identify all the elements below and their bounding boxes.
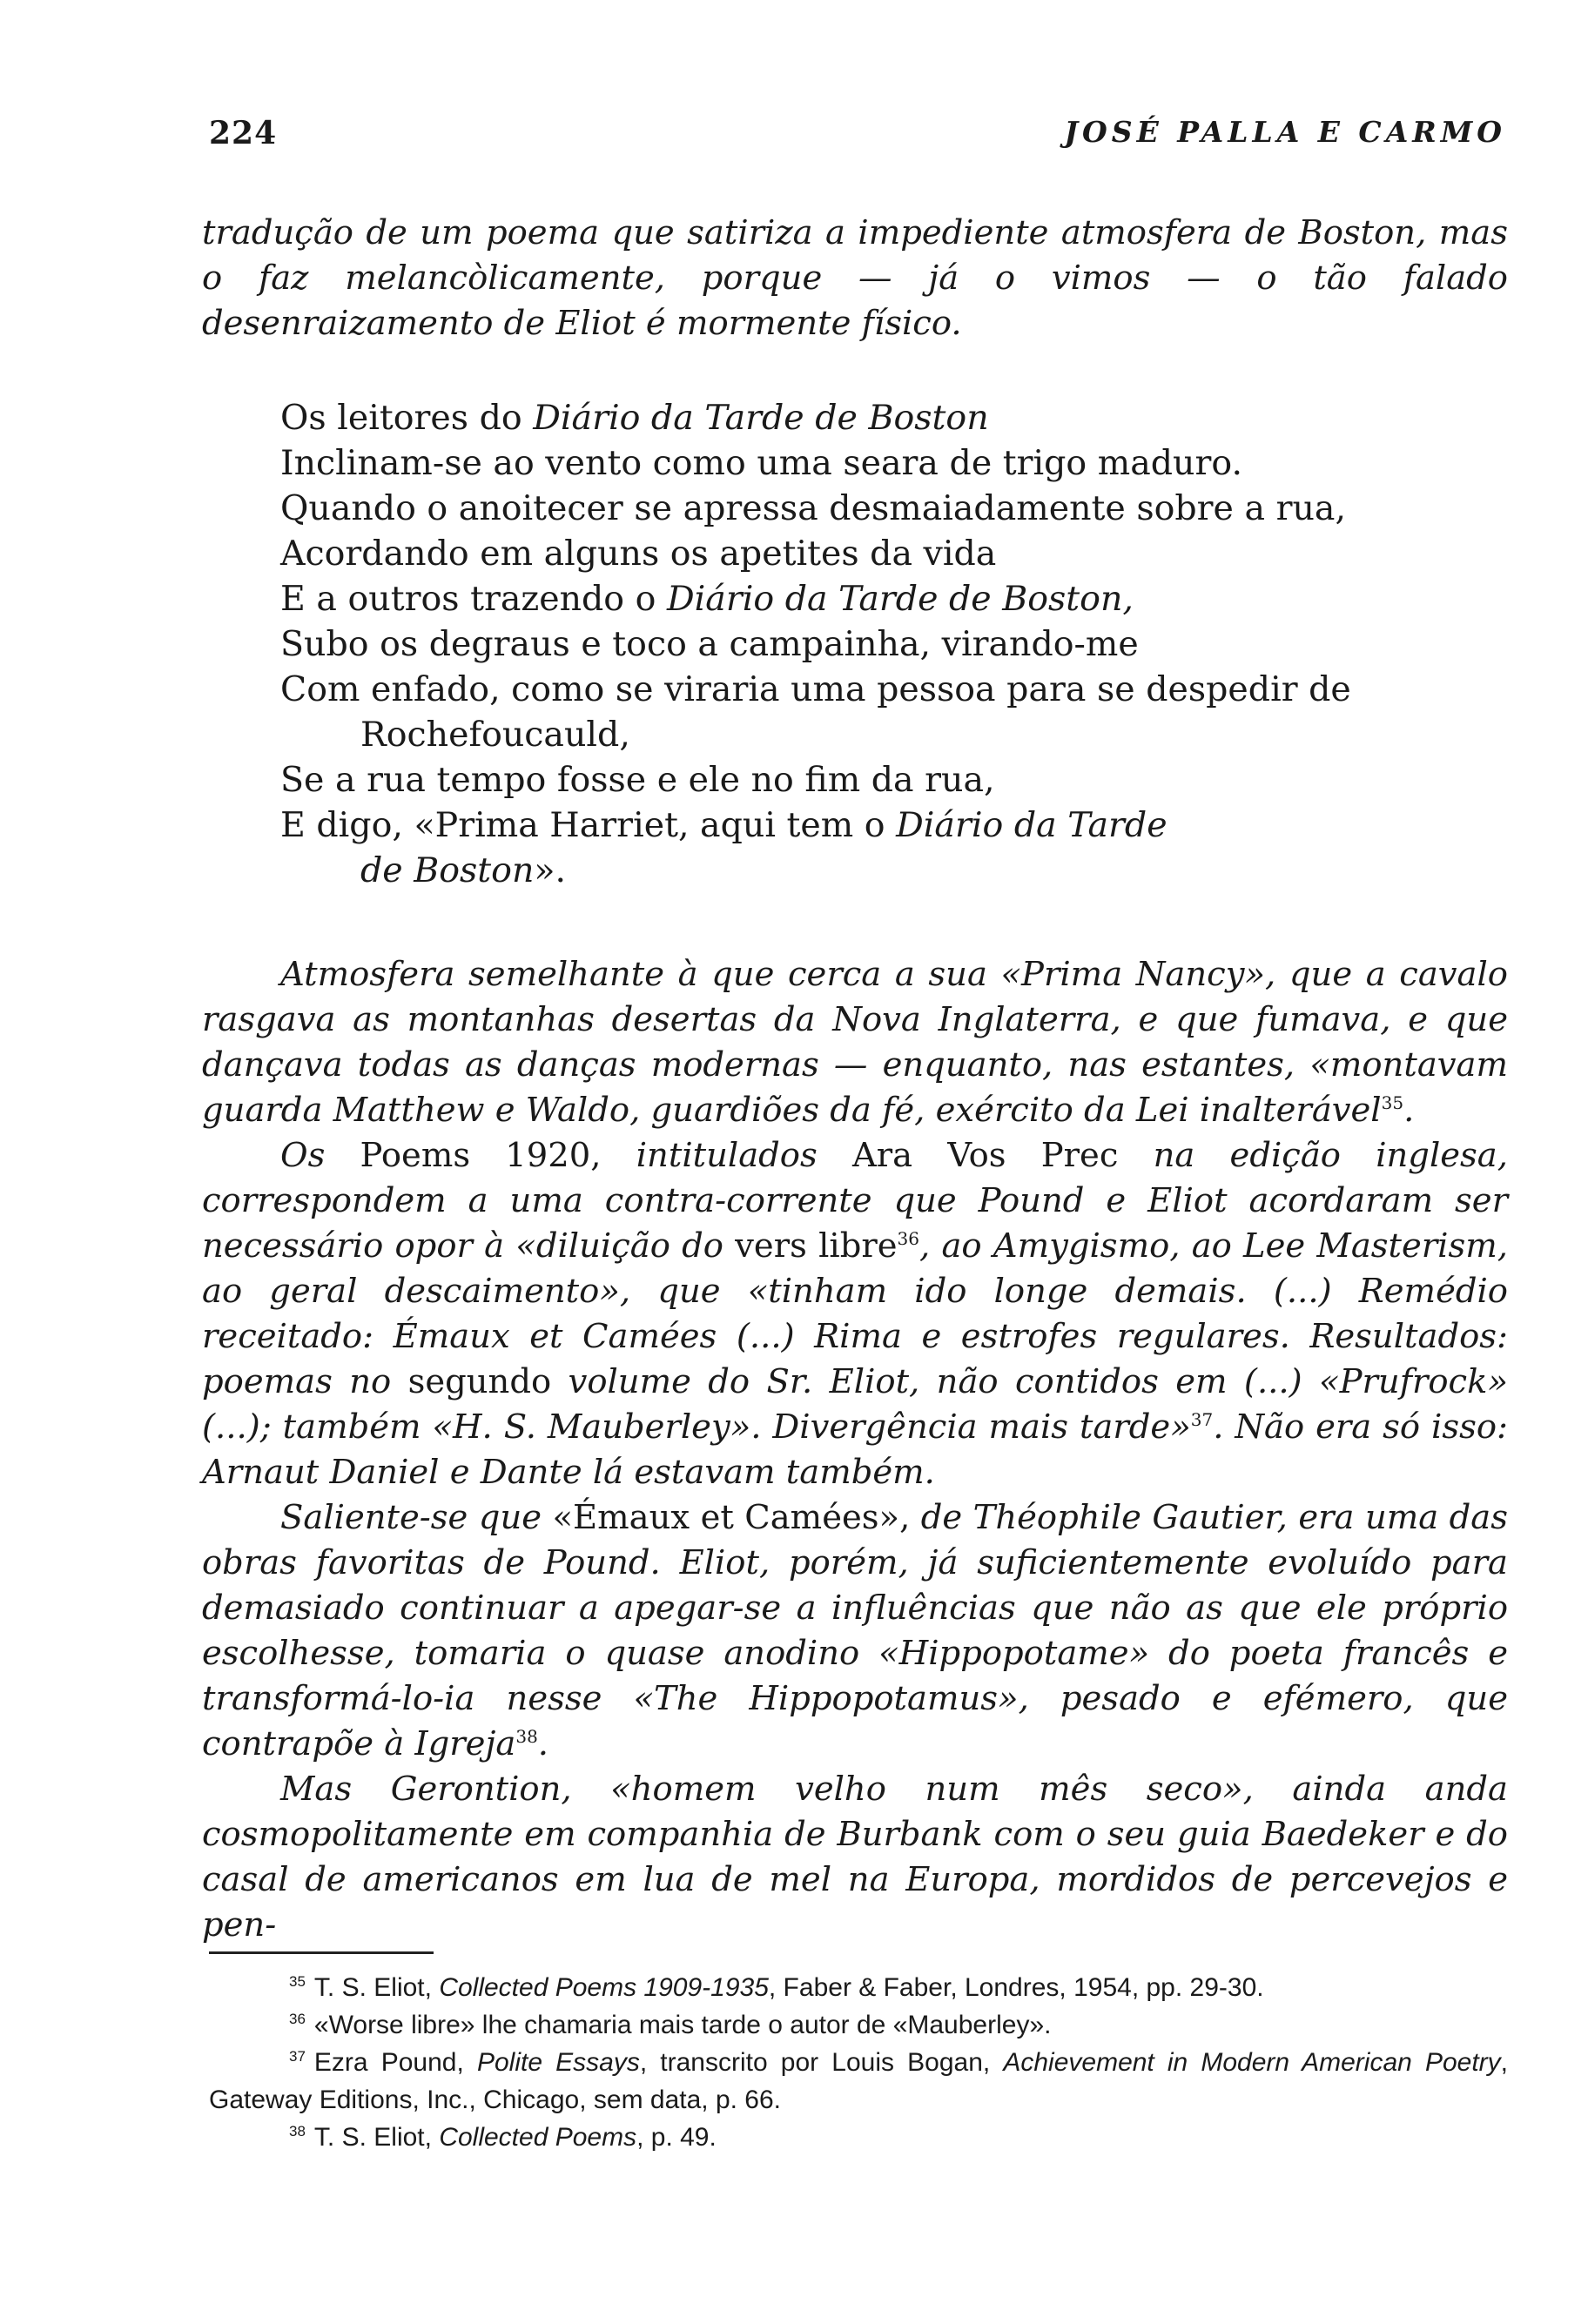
intro-paragraph <box>202 211 1508 346</box>
poem-text: ». <box>534 850 567 890</box>
book-title-roman: «Émaux et Camées», <box>552 1498 911 1537</box>
paragraph <box>202 1495 1508 1767</box>
footnote-title: Collected Poems <box>439 2123 637 2152</box>
book-title-roman: Poems 1920, <box>360 1136 602 1175</box>
paragraph-text: intitulados <box>601 1136 852 1175</box>
paragraph-text: de Théophile Gautier, era uma das obras favoritas de Pound. Eliot, porém, já suficientemente evoluído para demasiado continuar a apegar-se a influências que não as que ele próprio escolhesse, tomaria o quase anodino «Hippopotame» do poeta francês e transformá-lo-ia nesse «The Hippopotamus», pesado e efémero, que contrapõe à Igreja <box>202 1498 1509 1763</box>
poem-text: Os leitores do <box>280 398 534 438</box>
footnote-title: Collected Poems 1909-1935 <box>439 1973 769 2002</box>
footnote-number: 36 <box>289 2011 306 2027</box>
footnote-ref: 36 <box>897 1228 919 1250</box>
footnote-text: , Faber & Faber, Londres, 1954, pp. 29-30. <box>768 1973 1264 2002</box>
poem-title-italic: Diário da Tarde <box>896 805 1167 845</box>
paragraph-text: volume do Sr. Eliot, não contidos em (...) «Prufrock» (...); também «H. S. Mauberley». Divergência mais tarde» <box>202 1362 1508 1447</box>
paragraph-text: na edição inglesa, correspondem a uma contra-corrente que Pound e Eliot acordaram ser necessário opor à «diluição do <box>202 1136 1508 1266</box>
poem-text: E a outros trazendo o <box>280 579 667 619</box>
poem-line <box>280 576 1517 621</box>
footnote-38 <box>209 2119 1508 2156</box>
footnote-title: Achievement in Modern American Poetry <box>1003 2048 1501 2077</box>
poem-line: Com enfado, como se viraria uma pessoa para se despedir de <box>280 669 1351 709</box>
footnote-text: , p. 49. <box>636 2123 717 2152</box>
poem-line <box>280 803 1517 848</box>
footnote-number: 38 <box>289 2123 306 2139</box>
footnotes <box>209 1969 1508 2156</box>
paragraph: Mas Gerontion, «homem velho num mês seco», ainda anda cosmopolitamente em companhia de Burbank com o seu guia Baedeker e do casal de americanos em lua de mel na Europa, mordidos de percevejos e pen- <box>202 1770 1508 1945</box>
footnote-ref: 37 <box>1190 1409 1214 1431</box>
paragraph-text: . <box>1403 1091 1415 1130</box>
footnote-title: Polite Essays <box>476 2048 640 2077</box>
page-number: 224 <box>209 115 278 151</box>
paragraph-text: Atmosfera semelhante à que cerca a sua «Prima Nancy», que a cavalo rasgava as montanhas desertas da Nova Inglaterra, e que fumava, e que dançava todas as danças modernas — enquanto, nas estantes, «montavam guarda Matthew e Waldo, guardiões da fé, exército da Lei inalterável <box>202 955 1508 1130</box>
poem-line-continuation <box>280 848 1517 893</box>
paragraph <box>202 952 1508 1133</box>
poem-line: Se a rua tempo fosse e ele no fim da rua, <box>280 760 995 800</box>
footnote-text: , transcrito por Louis Bogan, <box>639 2048 1004 2077</box>
poem-text: E digo, «Prima Harriet, aqui tem o <box>280 805 897 845</box>
footnote-ref: 38 <box>515 1726 538 1748</box>
term-roman: vers libre <box>735 1226 898 1266</box>
footnote-number: 35 <box>289 1973 306 1990</box>
footnote-ref: 35 <box>1381 1092 1404 1114</box>
footnote-37 <box>209 2044 1508 2119</box>
prose-body <box>202 952 1508 1948</box>
page-header <box>209 115 1506 167</box>
footnote-number: 37 <box>289 2048 306 2065</box>
running-head-author: JOSÉ PALLA E CARMO <box>1064 115 1506 149</box>
paragraph-text: Os <box>280 1136 360 1175</box>
footnote-text: T. S. Eliot, <box>313 1973 440 2002</box>
term-roman: segundo <box>407 1362 552 1401</box>
paragraph-text: Saliente-se que <box>280 1498 553 1537</box>
footnote-text: «Worse libre» lhe chamaria mais tarde o autor de «Mauberley». <box>313 2011 1052 2039</box>
intro-text: tradução de um poema que satiriza a impediente atmosfera de Boston, mas o faz melancòlicamente, porque — já o vimos — o tão falado desenraizamento de Eliot é mormente físico. <box>202 213 1508 343</box>
footnote-separator <box>209 1951 434 1954</box>
paragraph-text: , ao Amygismo, ao Lee Masterism, ao geral descaimento», que «tinham ido longe demais. (...) Remédio receitado: Émaux et Camées (...) Rima e estrofes regulares. Resultados: poemas no <box>202 1226 1509 1401</box>
footnote-36 <box>209 2006 1508 2044</box>
poem-line <box>280 395 1517 440</box>
footnote-text: , Gateway Editions, Inc., Chicago, sem data, p. 66. <box>209 2048 1508 2114</box>
poem-line: Subo os degraus e toco a campainha, virando-me <box>280 624 1139 664</box>
poem-title-italic: Diário da Tarde de Boston, <box>666 579 1134 619</box>
poem-title-italic: de Boston <box>360 850 535 890</box>
poem-title-italic: Diário da Tarde de Boston <box>533 398 989 438</box>
book-title-roman: Ara Vos Prec <box>851 1136 1119 1175</box>
paragraph-text: . Não era só isso: Arnaut Daniel e Dante lá estavam também. <box>202 1407 1508 1492</box>
footnote-text: Ezra Pound, <box>313 2048 477 2077</box>
paragraph-text: . <box>537 1724 549 1763</box>
footnote-35 <box>209 1969 1508 2006</box>
poem-line: Inclinam-se ao vento como uma seara de trigo maduro. <box>280 443 1243 483</box>
poem-line-continuation: Rochefoucauld, <box>360 715 630 755</box>
paragraph <box>202 1133 1508 1495</box>
footnote-text: T. S. Eliot, <box>313 2123 440 2152</box>
poem-quotation <box>280 395 1517 893</box>
poem-line: Acordando em alguns os apetites da vida <box>280 534 997 574</box>
poem-line: Quando o anoitecer se apressa desmaiadamente sobre a rua, <box>280 488 1347 528</box>
